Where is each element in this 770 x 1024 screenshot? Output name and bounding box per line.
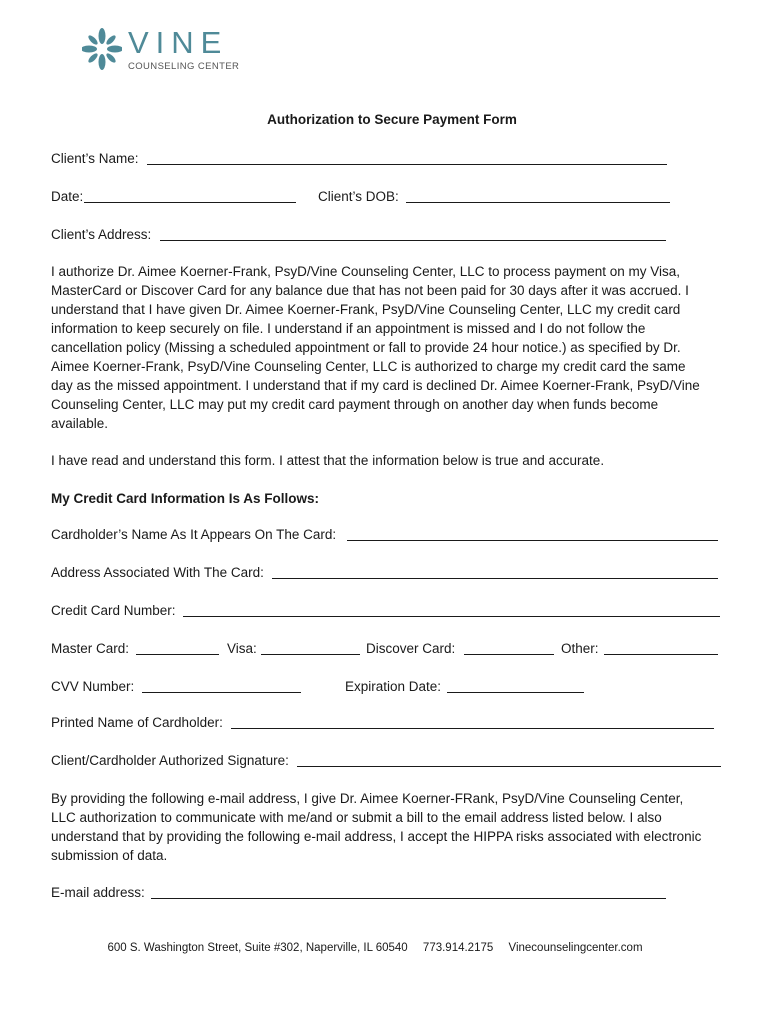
date-label: Date:: [51, 189, 84, 204]
discover-card-field[interactable]: [464, 654, 554, 655]
attest-statement: I have read and understand this form. I attest that the information below is true and accurate.: [51, 453, 605, 468]
cardholder-name-field[interactable]: [347, 540, 718, 541]
signature-label: Client/Cardholder Authorized Signature:: [51, 753, 289, 768]
card-address-label: Address Associated With The Card:: [51, 565, 264, 580]
email-field[interactable]: [151, 898, 666, 899]
authorization-line: Counseling Center, LLC may put my credit card payment through on another day when funds become: [51, 397, 659, 412]
other-card-label: Other:: [561, 641, 599, 656]
logo-name: VINE: [128, 24, 229, 60]
authorization-line: cancellation policy (Missing a scheduled appointment or fall to provide 24 hour notice.) as specified by Dr.: [51, 340, 681, 355]
signature-field[interactable]: [297, 766, 721, 767]
card-address-field[interactable]: [272, 578, 718, 579]
authorization-line: available.: [51, 416, 109, 431]
date-field[interactable]: [84, 202, 296, 203]
logo-subtitle: COUNSELING CENTER: [128, 60, 240, 72]
visa-label: Visa:: [227, 641, 257, 656]
authorization-paragraph: [51, 262, 731, 433]
client-address-label: Client’s Address:: [51, 227, 152, 242]
form-title: Authorization to Secure Payment Form: [267, 112, 517, 127]
expiration-field[interactable]: [447, 692, 584, 693]
client-name-field[interactable]: [147, 164, 667, 165]
master-card-field[interactable]: [136, 654, 219, 655]
client-dob-field[interactable]: [406, 202, 670, 203]
cvv-field[interactable]: [142, 692, 301, 693]
printed-name-field[interactable]: [231, 728, 714, 729]
footer-website: Vinecounselingcenter.com: [508, 942, 643, 954]
master-card-label: Master Card:: [51, 641, 130, 656]
authorization-line: information to keep securely on file. I understand if an appointment is missed and I do not follow the: [51, 321, 646, 336]
email-consent-line: By providing the following e-mail address, I give Dr. Aimee Koerner-FRank, PsyD/Vine Counseling Center,: [51, 791, 684, 806]
email-consent-line: LLC authorization to communicate with me/and or submit a bill to the email address listed below. I also: [51, 810, 662, 825]
card-number-field[interactable]: [183, 616, 720, 617]
cvv-label: CVV Number:: [51, 679, 135, 694]
email-consent-line: submission of data.: [51, 848, 168, 863]
email-consent-line: understand that by providing the following e-mail address, I accept the HIPPA risks associated with electronic: [51, 829, 702, 844]
email-consent-paragraph: [51, 789, 731, 865]
cardholder-name-label: Cardholder’s Name As It Appears On The Card:: [51, 527, 337, 542]
expiration-label: Expiration Date:: [345, 679, 442, 694]
authorization-line: I authorize Dr. Aimee Koerner-Frank, PsyD/Vine Counseling Center, LLC to process payment on my Visa,: [51, 264, 681, 279]
client-name-label: Client’s Name:: [51, 151, 139, 166]
card-number-label: Credit Card Number:: [51, 603, 176, 618]
vine-flower-icon: [82, 26, 122, 72]
authorization-line: understand that I have given Dr. Aimee Koerner-Frank, PsyD/Vine Counseling Center, LLC my credit card: [51, 302, 681, 317]
visa-field[interactable]: [261, 654, 360, 655]
authorization-line: Aimee Koerner-Frank, PsyD/Vine Counseling Center, LLC is authorized to charge my credit card the same: [51, 359, 686, 374]
client-dob-label: Client’s DOB:: [318, 189, 399, 204]
client-address-field[interactable]: [160, 240, 666, 241]
credit-card-heading: My Credit Card Information Is As Follows:: [51, 491, 320, 506]
authorization-line: MasterCard or Discover Card for any balance due that has not been paid for 30 days after it was accrued. I: [51, 283, 689, 298]
vine-logo: [82, 24, 239, 74]
authorization-line: day as the missed appointment. I understand that if my card is declined Dr. Aimee Koerner-Frank, PsyD/Vine: [51, 378, 700, 393]
discover-card-label: Discover Card:: [366, 641, 456, 656]
footer: [0, 942, 750, 954]
footer-address: 600 S. Washington Street, Suite #302, Naperville, IL 60540: [107, 942, 408, 954]
footer-phone: 773.914.2175: [422, 942, 494, 954]
other-card-field[interactable]: [604, 654, 718, 655]
printed-name-label: Printed Name of Cardholder:: [51, 715, 223, 730]
email-label: E-mail address:: [51, 885, 145, 900]
